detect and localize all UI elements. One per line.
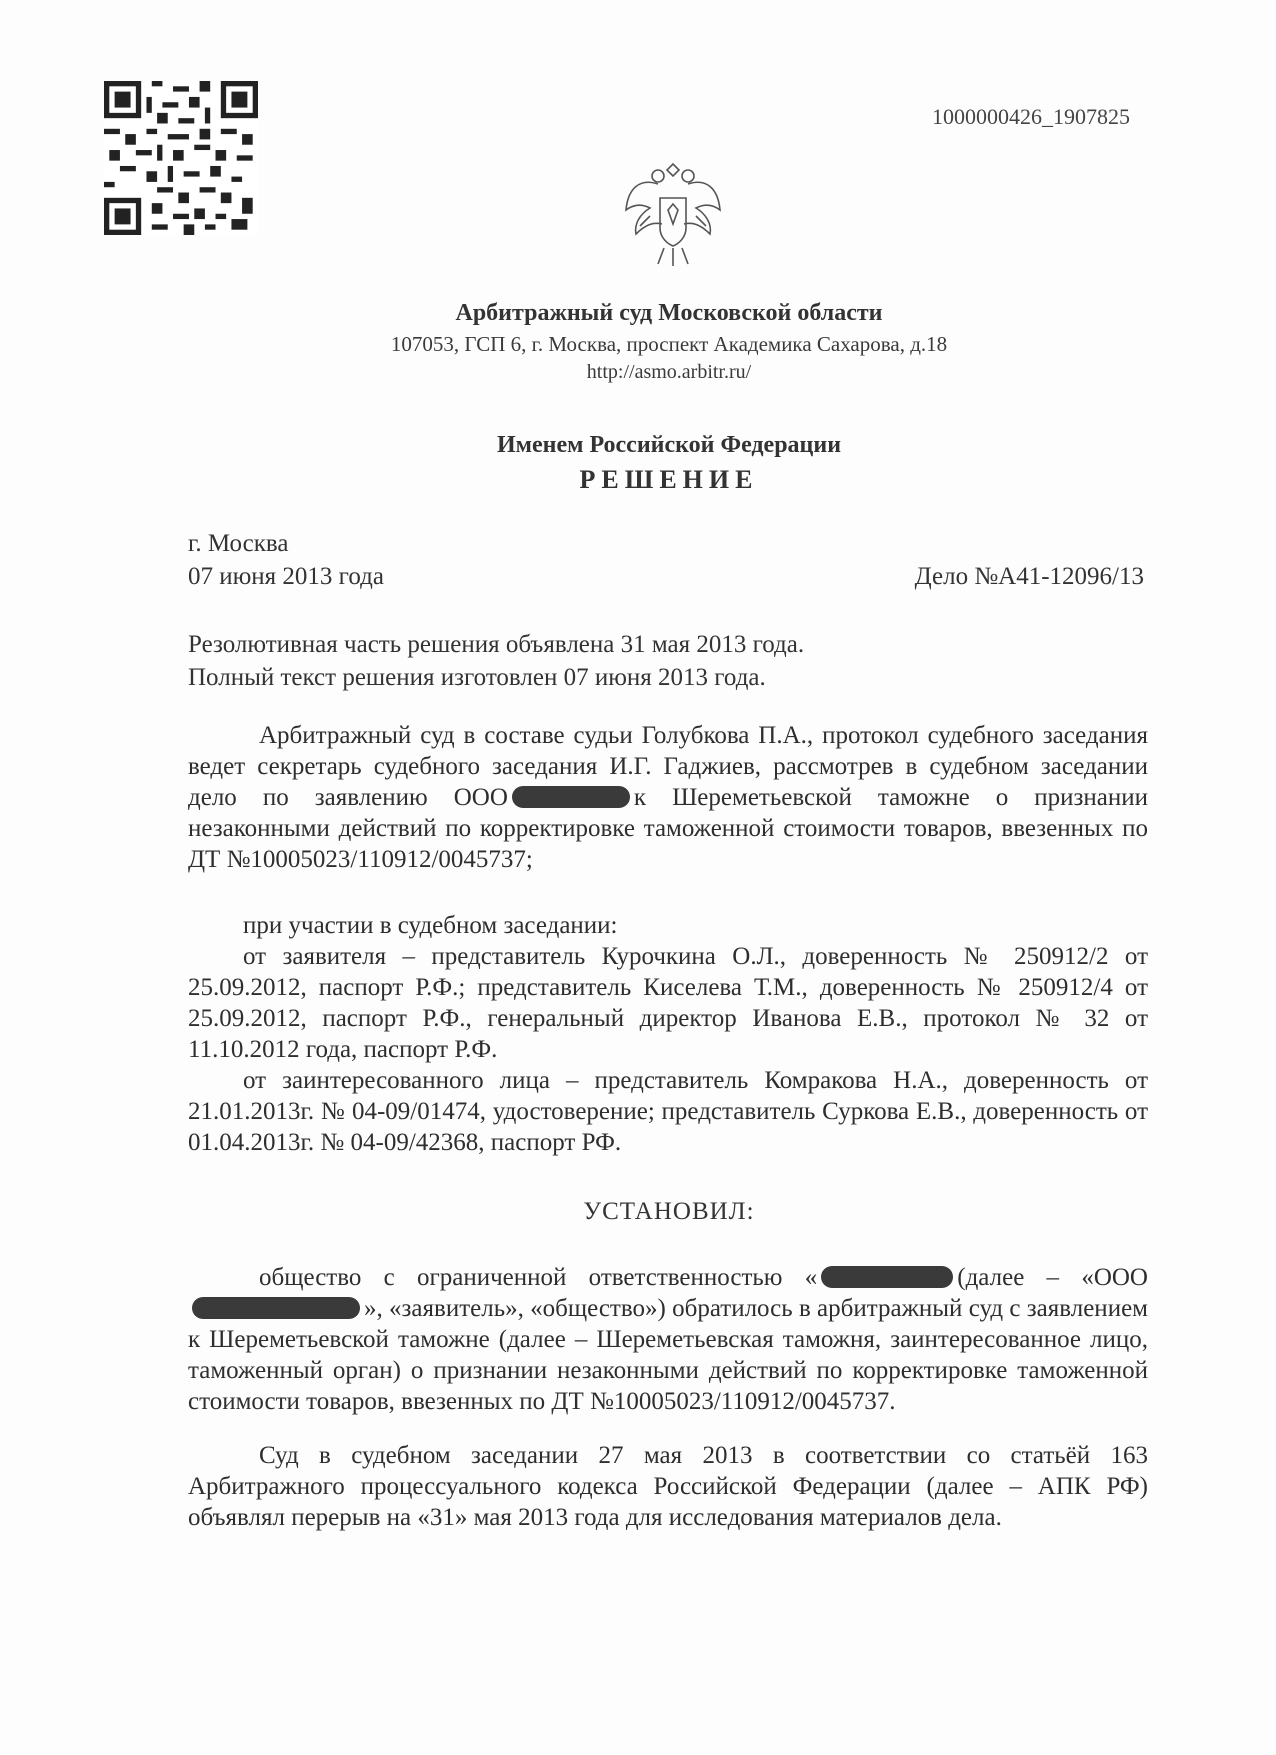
paragraph1-part-a: Арбитражный суд в составе судьи Голубкова П.А., протокол судебного заседания ведет секретарь судебного заседания И.Г. Гаджиев, рассмотрев в судебном заседании дело по заявлению ООО (188, 722, 1148, 811)
announcement-line-2: Полный текст решения изготовлен 07 июня 2013 года. (188, 664, 766, 691)
paragraph1-part-b: к Шереметьевской таможне о признании незаконными действий по корректировке таможенной стоимости товаров, ввезенных по ДТ №10005023/110912/0045737; (188, 784, 1148, 873)
redaction-mark (512, 786, 630, 808)
court-url: http://asmo.arbitr.ru/ (586, 361, 752, 383)
court-address: 107053, ГСП 6, г. Москва, проспект Академика Сахарова, д.18 (390, 332, 948, 356)
paragraph5-part-a: общество с ограниченной ответственностью « (259, 1264, 818, 1291)
participation-applicant: от заявителя – представитель Курочкина О.Л., доверенность № 250912/2 от 25.09.2012, паспорт Р.Ф.; представитель Киселева Т.М., доверенность № 250912/4 от 25.09.2012, паспорт Р.Ф., генеральный директор Иванова Е.В., протокол № 32 от 11.10.2012 года, паспорт Р.Ф. (188, 943, 1148, 1063)
paragraph6-text: Суд в судебном заседании 27 мая 2013 в соответствии со статьёй 163 Арбитражного процессуального кодекса Российской Федерации (далее – АПК РФ) объявлял перерыв на «31» мая 2013 года для исследования материалов дела. (188, 1442, 1148, 1531)
qr-code (104, 78, 258, 238)
participation-intro: при участии в судебном заседании: (243, 912, 618, 939)
paragraph-recess (188, 1440, 1148, 1533)
court-name: Арбитражный суд Московской области (455, 300, 883, 326)
paragraph5-part-c: », «заявитель», «общество») обратилось в арбитражный суд с заявлением к Шереметьевской таможне (далее – Шереметьевская таможня, заинтересованное лицо, таможенный орган) о признании незаконными действий по корректировке таможенной стоимости товаров, ввезенных по ДТ №10005023/110912/0045737. (188, 1295, 1148, 1415)
participation-interested: от заинтересованного лица – представитель Комракова Н.А., доверенность от 21.01.2013г. № 04-09/01474, удостоверение; представитель Суркова Е.В., доверенность от 01.04.2013г. № 04-09/42368, паспорт РФ. (188, 1067, 1148, 1156)
announcement-line-1: Резолютивная часть решения объявлена 31 мая 2013 года. (188, 631, 805, 658)
decision-date: 07 июня 2013 года (188, 563, 384, 590)
document-id: 1000000426_1907825 (932, 104, 1130, 129)
redaction-mark (192, 1297, 360, 1319)
paragraph-claim (188, 1262, 1148, 1417)
redaction-mark (821, 1266, 953, 1288)
established-heading: УСТАНОВИЛ: (583, 1198, 755, 1225)
decision-title: РЕШЕНИЕ (579, 465, 759, 494)
paragraph5-part-b: (далее – «ООО (957, 1264, 1148, 1291)
case-number: Дело №А41-12096/13 (914, 563, 1144, 590)
participation-block (188, 910, 1148, 1158)
decision-heading (0, 428, 1276, 498)
in-name-line: Именем Российской Федерации (496, 432, 842, 458)
place: г. Москва (188, 530, 289, 557)
announcement-block (188, 628, 804, 694)
court-header (0, 296, 1276, 386)
paragraph-court-composition (188, 720, 1148, 875)
coat-of-arms-emblem (620, 158, 726, 270)
